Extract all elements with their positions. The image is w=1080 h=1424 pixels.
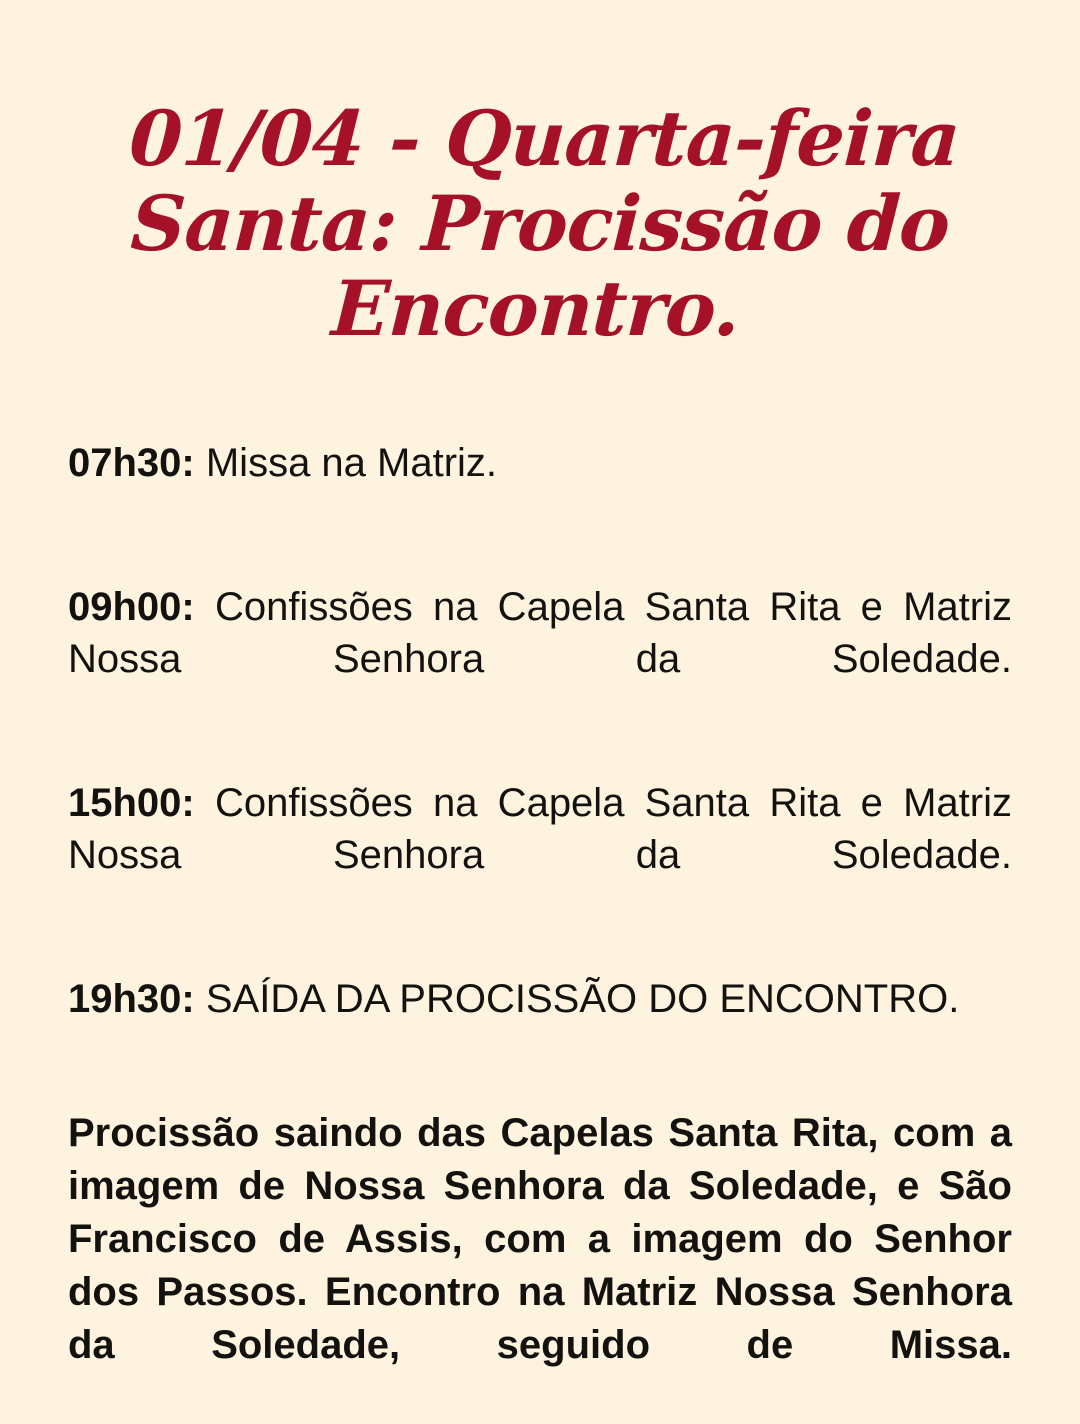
schedule-description: Confissões na Capela Santa Rita e Matriz Nossa Senhora da Soledade. xyxy=(68,585,1012,682)
procession-note: Procissão saindo das Capelas Santa Rita, com a imagem de Nossa Senhora da Soledade, e São Francisco de Assis, com a imagem do Senhor dos Passos. Encontro na Matriz Nossa Senhora da Soledade, seguido de Missa. xyxy=(68,1111,1012,1367)
schedule-list xyxy=(0,351,1080,1424)
schedule-time: 19h30: xyxy=(68,977,195,1022)
title-block xyxy=(0,0,1080,354)
list-item xyxy=(68,437,1012,541)
page-title: 01/04 - Quarta-feira Santa: Procissão do Encontro. xyxy=(127,94,962,354)
schedule-time: 09h00: xyxy=(68,585,195,630)
schedule-time: 07h30: xyxy=(68,441,195,486)
schedule-time: 15h00: xyxy=(68,781,195,826)
list-item xyxy=(68,973,1012,1077)
list-item xyxy=(68,777,1012,933)
schedule-description: Confissões na Capela Santa Rita e Matriz Nossa Senhora da Soledade. xyxy=(68,781,1012,878)
schedule-description: SAÍDA DA PROCISSÃO DO ENCONTRO. xyxy=(194,977,960,1022)
list-item xyxy=(68,581,1012,737)
schedule-description: Missa na Matriz. xyxy=(194,441,498,486)
